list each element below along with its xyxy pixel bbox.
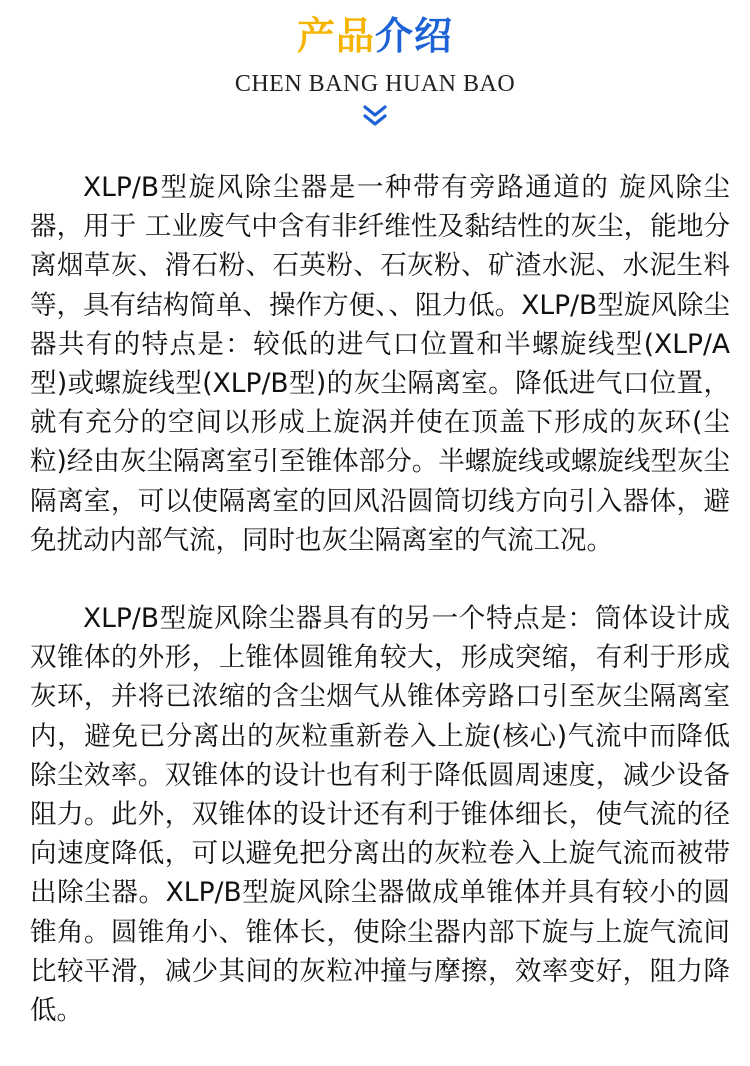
paragraph-1: XLP/B型旋风除尘器是一种带有旁路通道的 旋风除尘器，用于 工业废气中含有非纤维性及黏结性的灰尘，能地分离烟草灰、滑石粉、石英粉、石灰粉、矿渣水泥、水泥生料等，具有结构简单、操作方便、、阻力低。XLP/B型旋风除尘器共有的特点是：较低的进气口位置和半螺旋线型(XLP/A型)或螺旋线型(XLP/B型)的灰尘隔离室。降低进气口位置，就有充分的空间以形成上旋涡并使在顶盖下形成的灰环(尘粒)经由灰尘隔离室引至锥体部分。半螺旋线或螺旋线型灰尘隔离室，可以使隔离室的回风沿圆筒切线方向引入器体，避免扰动内部气流，同时也灰尘隔离室的气流工况。	[30, 172, 730, 556]
double-chevron-down-icon	[362, 104, 388, 128]
article-body	[30, 168, 730, 1030]
section-subtitle: CHEN BANG HUAN BAO	[234, 71, 516, 97]
section-header	[0, 0, 750, 140]
paragraph-2: XLP/B型旋风除尘器具有的另一个特点是：筒体设计成双锥体的外形，上锥体圆锥角较大，形成突缩，有利于形成灰环，并将已浓缩的含尘烟气从锥体旁路口引至灰尘隔离室内，避免已分离出的灰粒重新卷入上旋(核心)气流中而降低除尘效率。双锥体的设计也有利于降低圆周速度，减少设备阻力。此外，双锥体的设计还有利于锥体细长，使气流的径向速度降低，可以避免把分离出的灰粒卷入上旋气流而被带出除尘器。XLP/B型旋风除尘器做成单锥体并具有较小的圆锥角。圆锥角小、锥体长，使除尘器内部下旋与上旋气流间比较平滑，减少其间的灰粒冲撞与摩擦，效率变好，阻力降低。	[30, 603, 730, 1027]
section-title	[0, 14, 750, 58]
section-title-part1: 产品	[296, 14, 375, 58]
section-title-part2: 介绍	[375, 14, 454, 58]
